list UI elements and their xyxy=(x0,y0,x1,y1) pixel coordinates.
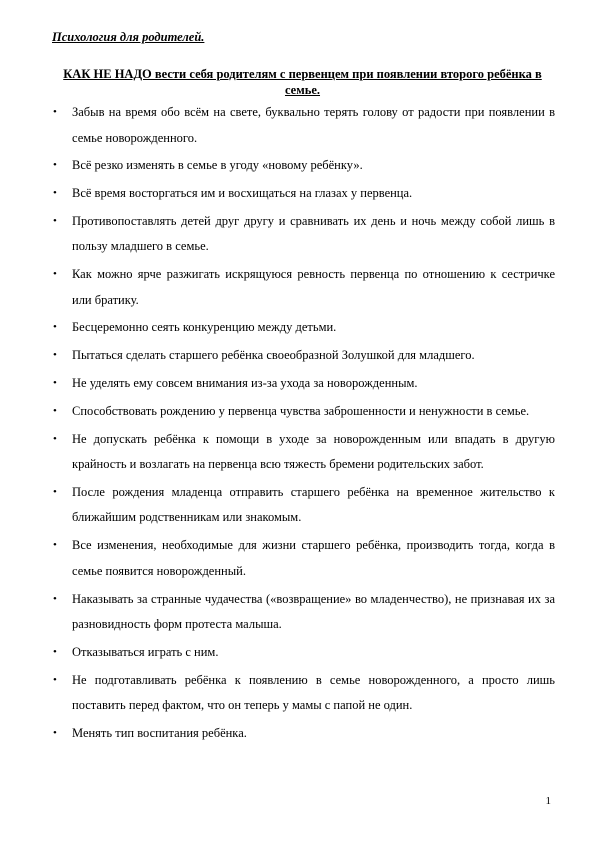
list-item xyxy=(50,640,555,666)
list-item-text: Противопоставлять детей друг другу и сравнивать их день и ночь между собой лишь в пользу младшего в семье. xyxy=(72,213,555,254)
list-item xyxy=(50,427,555,478)
list-item-text: Менять тип воспитания ребёнка. xyxy=(72,725,247,740)
bullet-icon: • xyxy=(53,349,57,362)
list-item xyxy=(50,668,555,719)
list-item xyxy=(50,399,555,425)
document-title: КАК НЕ НАДО вести себя родителям с первенцем при появлении второго ребёнка в семье. xyxy=(63,67,542,97)
bullet-icon: • xyxy=(53,432,57,445)
list-item-text: Не подготавливать ребёнка к появлению в семье новорожденного, а просто лишь поставить перед фактом, что он теперь у мамы с папой не один. xyxy=(72,672,555,713)
list-item-text: Бесцеремонно сеять конкуренцию между детьми. xyxy=(72,320,337,335)
list-item xyxy=(50,209,555,260)
bullet-icon: • xyxy=(53,539,57,552)
list-item-text: Пытаться сделать старшего ребёнка своеобразной Золушкой для младшего. xyxy=(72,348,475,363)
bullet-icon: • xyxy=(53,268,57,281)
bullet-icon: • xyxy=(53,404,57,417)
list-item xyxy=(50,480,555,531)
list-item-text: После рождения младенца отправить старшего ребёнка на временное жительство к ближайшим родственникам или знакомым. xyxy=(72,484,555,525)
bullet-icon: • xyxy=(53,187,57,200)
page-header: Психология для родителей. xyxy=(52,30,205,44)
page-number: 1 xyxy=(545,795,551,807)
list-item-text: Всё резко изменять в семье в угоду «новому ребёнку». xyxy=(72,158,363,173)
bullet-icon: • xyxy=(53,673,57,686)
bullet-icon: • xyxy=(53,214,57,227)
list-item-text: Забыв на время обо всём на свете, буквально терять голову от радости при появлении в семье новорожденного. xyxy=(72,105,555,145)
list-item-text: Наказывать за странные чудачества («возвращение» во младенчество), не признавая их за разновидность форм протеста малыша. xyxy=(72,591,555,632)
list-item-text: Как можно ярче разжигать искрящуюся ревность первенца по отношению к сестричке или братику. xyxy=(72,267,555,307)
bullet-icon: • xyxy=(53,377,57,390)
list-item xyxy=(50,181,555,207)
list-item xyxy=(50,587,555,638)
list-item xyxy=(50,533,555,584)
bullet-icon: • xyxy=(53,726,57,739)
list-item-text: Способствовать рождению у первенца чувства заброшенности и ненужности в семье. xyxy=(72,403,530,418)
list-item xyxy=(50,721,555,747)
list-item xyxy=(50,343,555,369)
list-item xyxy=(50,262,555,313)
bullet-list xyxy=(50,100,555,749)
list-item xyxy=(50,371,555,397)
list-item-text: Все изменения, необходимые для жизни старшего ребёнка, производить тогда, когда в семье появится новорожденный. xyxy=(72,538,555,578)
bullet-icon: • xyxy=(53,485,57,498)
list-item xyxy=(50,100,555,151)
list-item-text: Всё время восторгаться им и восхищаться на глазах у первенца. xyxy=(72,186,413,201)
list-item xyxy=(50,315,555,341)
bullet-icon: • xyxy=(53,645,57,658)
bullet-icon: • xyxy=(53,321,57,334)
list-item-text: Не уделять ему совсем внимания из-за ухода за новорожденным. xyxy=(72,376,418,391)
list-item xyxy=(50,153,555,179)
list-item-text: Не допускать ребёнка к помощи в уходе за новорожденным или впадать в другую крайность и возлагать на первенца всю тяжесть бремени родительских забот. xyxy=(72,431,555,472)
bullet-icon: • xyxy=(53,592,57,605)
bullet-icon: • xyxy=(53,106,57,118)
list-item-text: Отказываться играть с ним. xyxy=(72,644,219,659)
bullet-icon: • xyxy=(53,159,57,172)
